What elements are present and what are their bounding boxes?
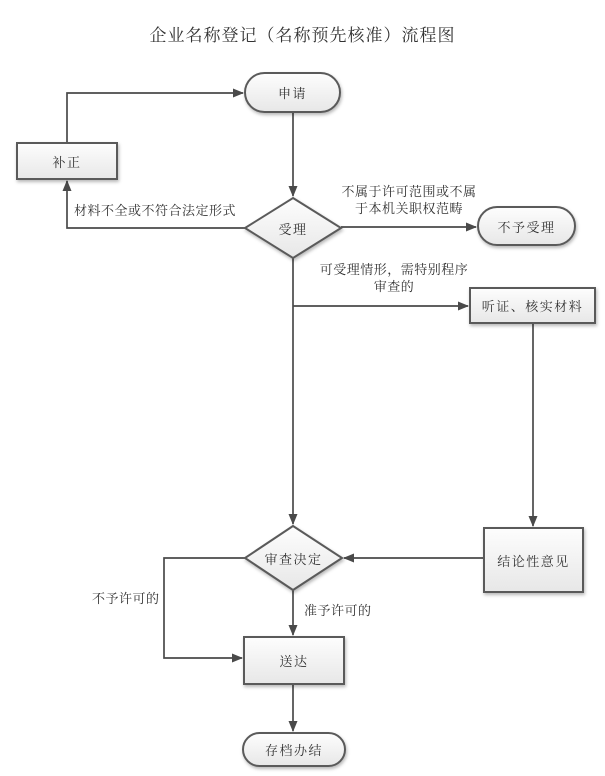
node-reject: 不予受理	[497, 219, 556, 235]
node-archive: 存档办结	[264, 743, 323, 758]
edge-label-not-permitted: 不予许可的	[92, 591, 160, 606]
edge-label-out-of-scope: 不属于许可范围或不属于本机关职权范畴	[341, 184, 477, 216]
node-hearing: 听证、核实材料	[481, 299, 584, 314]
node-correction: 补正	[52, 154, 82, 170]
node-review: 审查决定	[264, 551, 323, 567]
edge-label-permitted: 准予许可的	[304, 603, 372, 618]
node-apply: 申请	[277, 86, 307, 101]
edge-review-to-deliver-left	[164, 558, 245, 658]
node-conclusion: 结论性意见	[497, 553, 570, 569]
edge-correction-to-apply	[67, 93, 243, 143]
edge-label-incomplete: 材料不全或不符合法定形式	[74, 203, 237, 218]
edge-label-special-review: 可受理情形，需特别程序审查的	[319, 262, 469, 294]
page-title: 企业名称登记（名称预先核准）流程图	[149, 26, 456, 45]
node-deliver: 送达	[279, 654, 309, 669]
node-accept: 受理	[278, 221, 308, 237]
